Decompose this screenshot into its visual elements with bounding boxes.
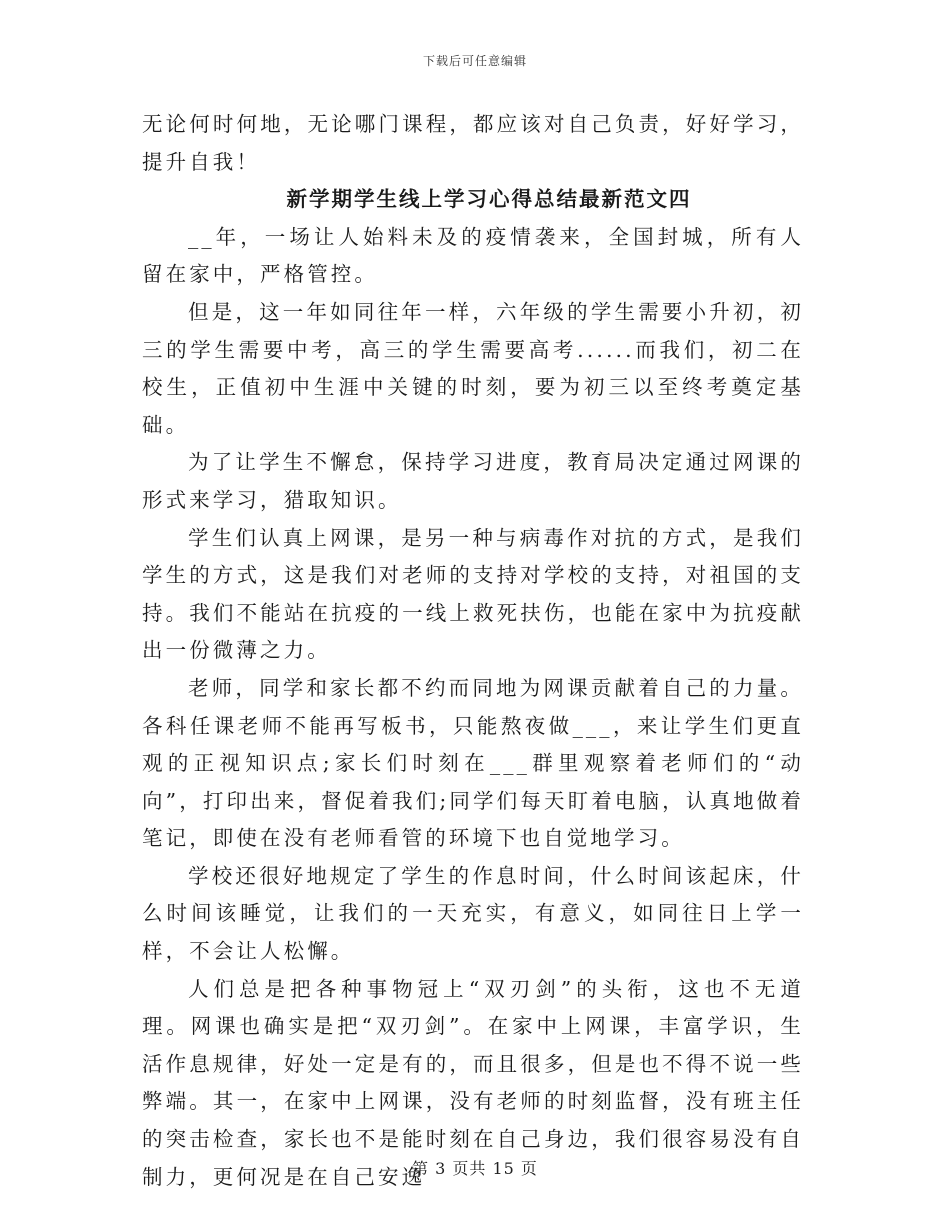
paragraph-1: __年，一场让人始料未及的疫情袭来，全国封城，所有人留在家中，严格管控。 — [142, 224, 804, 287]
paragraph-7: 人们总是把各种事物冠上“双刃剑”的头衔，这也不无道理。网课也确实是把“双刃剑”。在家中上网课，丰富学识，生活作息规律，好处一定是有的，而且很多，但是也不得不说一些弊端。其一，在家中上网课，没有老师的时刻监督，没有班主任的突击检查，家长也不是能时刻在自己身边，我们很容易没有自制力，更何况是在自己安逸 — [142, 976, 804, 1189]
page-header: 下载后可任意编辑 — [422, 54, 527, 68]
page-footer: 第 3 页共 15 页 — [412, 1159, 538, 1178]
paragraph-2: 但是，这一年如同往年一样，六年级的学生需要小升初，初三的学生需要中考，高三的学生需要高考......而我们，初二在校生，正值初中生涯中关键的时刻，要为初三以至终考奠定基础。 — [142, 299, 804, 437]
paragraph-3: 为了让学生不懈怠，保持学习进度，教育局决定通过网课的形式来学习，猎取知识。 — [142, 450, 804, 512]
paragraph-continuation: 无论何时何地，无论哪门课程，都应该对自己负责，好好学习，提升自我！ — [142, 112, 804, 174]
section-title: 新学期学生线上学习心得总结最新范文四 — [286, 187, 692, 212]
paragraph-6: 学校还很好地规定了学生的作息时间，什么时间该起床，什么时间该睡觉，让我们的一天充实，有意义，如同往日上学一样，不会让人松懈。 — [142, 863, 804, 964]
paragraph-5: 老师，同学和家长都不约而同地为网课贡献着自己的力量。各科任课老师不能再写板书，只能熬夜做___，来让学生们更直观的正视知识点;家长们时刻在___群里观察着老师们的“动向”，打印出来，督促着我们;同学们每天盯着电脑，认真地做着笔记，即使在没有老师看管的环境下也自觉地学习。 — [142, 675, 804, 851]
paragraph-4: 学生们认真上网课，是另一种与病毒作对抗的方式，是我们学生的方式，这是我们对老师的支持对学校的支持，对祖国的支持。我们不能站在抗疫的一线上救死扶伤，也能在家中为抗疫献出一份微薄之力。 — [142, 525, 804, 663]
document-body — [142, 106, 804, 1196]
